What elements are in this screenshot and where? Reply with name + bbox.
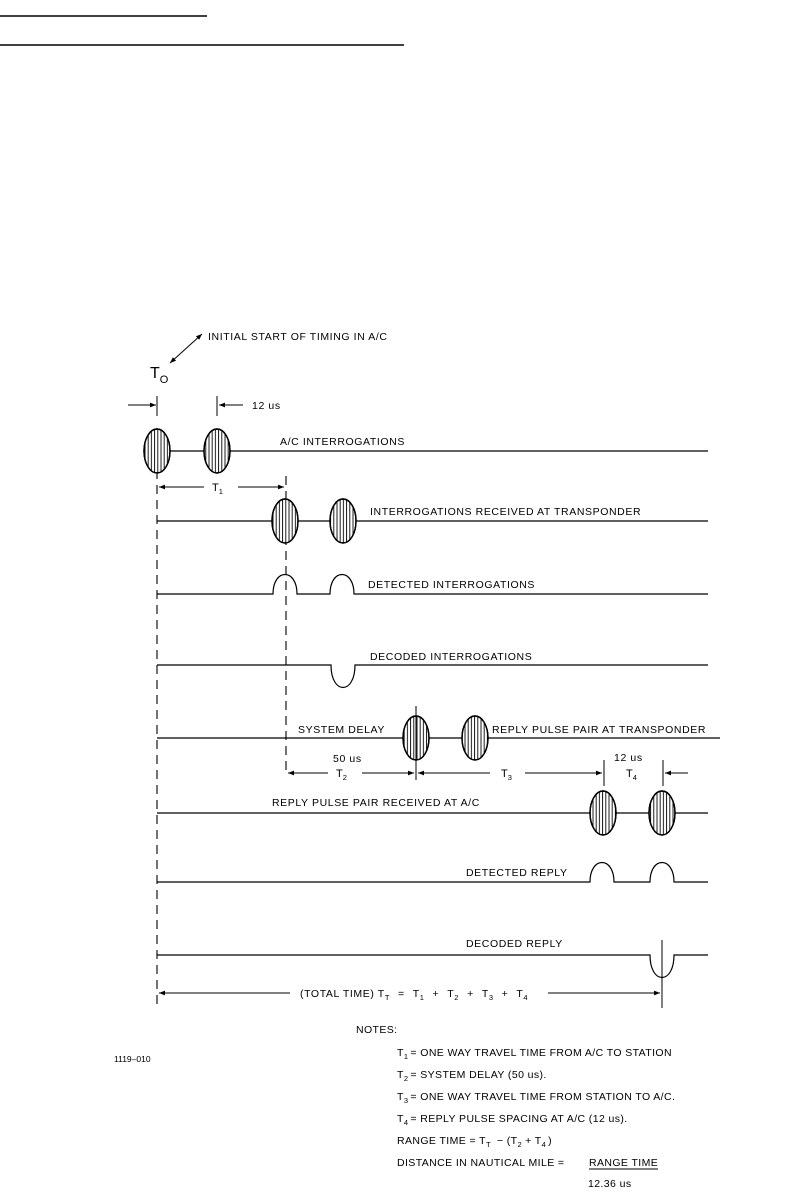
system-delay-label: SYSTEM DELAY <box>298 724 385 736</box>
spacing-top-label: 12 us <box>252 400 281 412</box>
decoded-interrogations-waveform <box>157 665 708 688</box>
range-time-numerator: RANGE TIME <box>589 1157 659 1169</box>
figure-id: 1119–010 <box>114 1054 151 1064</box>
delay-value-label: 50 us <box>333 753 362 765</box>
ac-pulse-1-hatch <box>144 429 170 473</box>
note-t4: $T_4$ = REPLY PULSE SPACING AT A/C (12 us). <box>397 1113 628 1127</box>
t4-label: $T_4$ <box>626 768 637 782</box>
detected-reply-label: DETECTED REPLY <box>466 867 568 879</box>
t1-label: $T_1$ <box>212 482 223 496</box>
range-time-denominator: 12.36 us <box>588 1178 632 1190</box>
note-t1: $T_1$ = ONE WAY TRAVEL TIME FROM A/C TO STATION <box>397 1047 672 1061</box>
detected-reply-waveform <box>157 863 708 883</box>
received-pulse-1-hatch <box>272 499 298 543</box>
reply-rx-pulse-1-hatch <box>590 791 616 835</box>
reply-received-at-ac-label: REPLY PULSE PAIR RECEIVED AT A/C <box>272 797 480 809</box>
spacing-reply-label: 12 us <box>614 752 643 764</box>
ac-interrogations-label: A/C INTERROGATIONS <box>280 436 405 448</box>
callout-leader <box>170 334 202 363</box>
t3-label: $T_3$ <box>501 768 512 782</box>
detected-interrogations-label: DETECTED INTERROGATIONS <box>368 579 536 591</box>
reply-at-transponder-label: REPLY PULSE PAIR AT TRANSPONDER <box>492 724 707 736</box>
reply-rx-pulse-2-hatch <box>649 791 675 835</box>
reply-tx-pulse-2-hatch <box>462 716 488 760</box>
note-range-time: RANGE TIME = $T_T - (T_2 + T_4$ ) <box>397 1135 553 1149</box>
decoded-reply-waveform <box>157 955 708 978</box>
decoded-interrogations-label: DECODED INTERROGATIONS <box>370 651 533 663</box>
note-t3: $T_3$ = ONE WAY TRAVEL TIME FROM STATION TO A/C. <box>397 1091 676 1105</box>
note-distance: DISTANCE IN NAUTICAL MILE = <box>397 1157 565 1169</box>
t2-label: $T_2$ <box>336 768 347 782</box>
t0-label: $T_O$ <box>150 365 169 386</box>
received-at-transponder-label: INTERROGATIONS RECEIVED AT TRANSPONDER <box>370 506 642 518</box>
received-pulse-2-hatch <box>330 499 356 543</box>
notes-heading: NOTES: <box>356 1024 398 1036</box>
callout-start-label: INITIAL START OF TIMING IN A/C <box>208 331 388 343</box>
decoded-reply-label: DECODED REPLY <box>466 938 563 950</box>
total-time-formula: (TOTAL TIME) $T_T = T_1 + T_2 + T_3 + T_4$ <box>300 988 529 1002</box>
note-t2: $T_2$ = SYSTEM DELAY (50 us). <box>397 1069 547 1083</box>
ac-pulse-2-hatch <box>204 429 230 473</box>
